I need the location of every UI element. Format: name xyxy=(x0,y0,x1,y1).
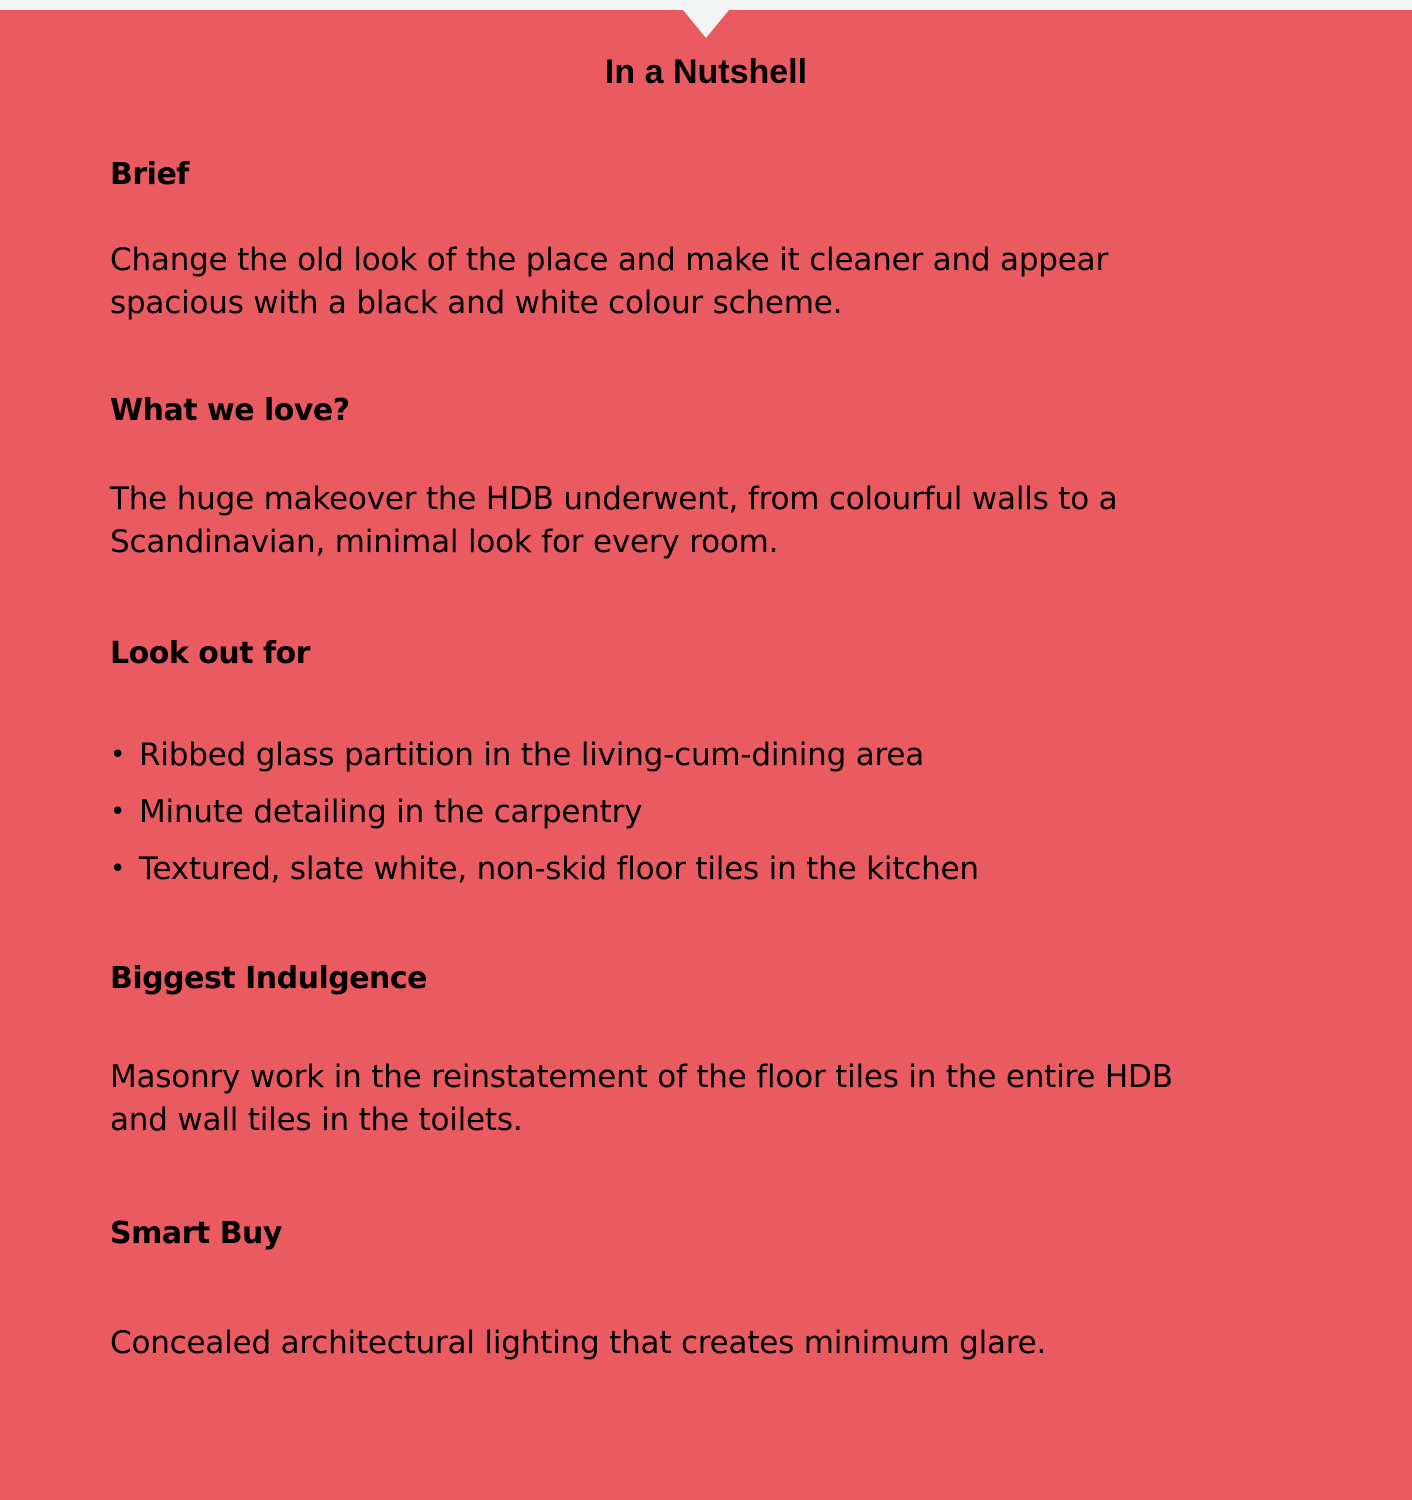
bullet-icon: • xyxy=(110,854,126,884)
look-out-for-heading: Look out for xyxy=(110,636,310,671)
what-we-love-text xyxy=(110,478,1290,564)
brief-text-line-1: Change the old look of the place and make it cleaner and appear xyxy=(110,242,1109,278)
biggest-indulgence-text-line-1: Masonry work in the reinstatement of the floor tiles in the entire HDB xyxy=(110,1059,1173,1095)
look-out-for-list xyxy=(110,727,979,898)
what-we-love-heading: What we love? xyxy=(110,393,350,428)
what-we-love-text-line-2: Scandinavian, minimal look for every room. xyxy=(110,524,779,560)
list-item-text: Minute detailing in the carpentry xyxy=(139,794,643,830)
biggest-indulgence-heading: Biggest Indulgence xyxy=(110,961,428,996)
bullet-icon: • xyxy=(110,797,126,827)
brief-heading: Brief xyxy=(110,157,189,192)
list-item-text: Textured, slate white, non-skid floor tiles in the kitchen xyxy=(139,851,979,887)
brief-text-line-2: spacious with a black and white colour scheme. xyxy=(110,285,843,321)
list-item xyxy=(110,784,979,841)
what-we-love-text-line-1: The huge makeover the HDB underwent, from colourful walls to a xyxy=(110,481,1118,517)
brief-text xyxy=(110,239,1290,325)
smart-buy-text: Concealed architectural lighting that creates minimum glare. xyxy=(110,1325,1047,1361)
list-item-text: Ribbed glass partition in the living-cum-dining area xyxy=(139,737,925,773)
smart-buy-heading: Smart Buy xyxy=(110,1216,282,1251)
section-title: In a Nutshell xyxy=(604,53,808,91)
bullet-icon: • xyxy=(110,740,126,770)
biggest-indulgence-text xyxy=(110,1056,1290,1142)
panel-pointer-notch xyxy=(683,10,729,38)
list-item xyxy=(110,841,979,898)
biggest-indulgence-text-line-2: and wall tiles in the toilets. xyxy=(110,1102,523,1138)
list-item xyxy=(110,727,979,784)
